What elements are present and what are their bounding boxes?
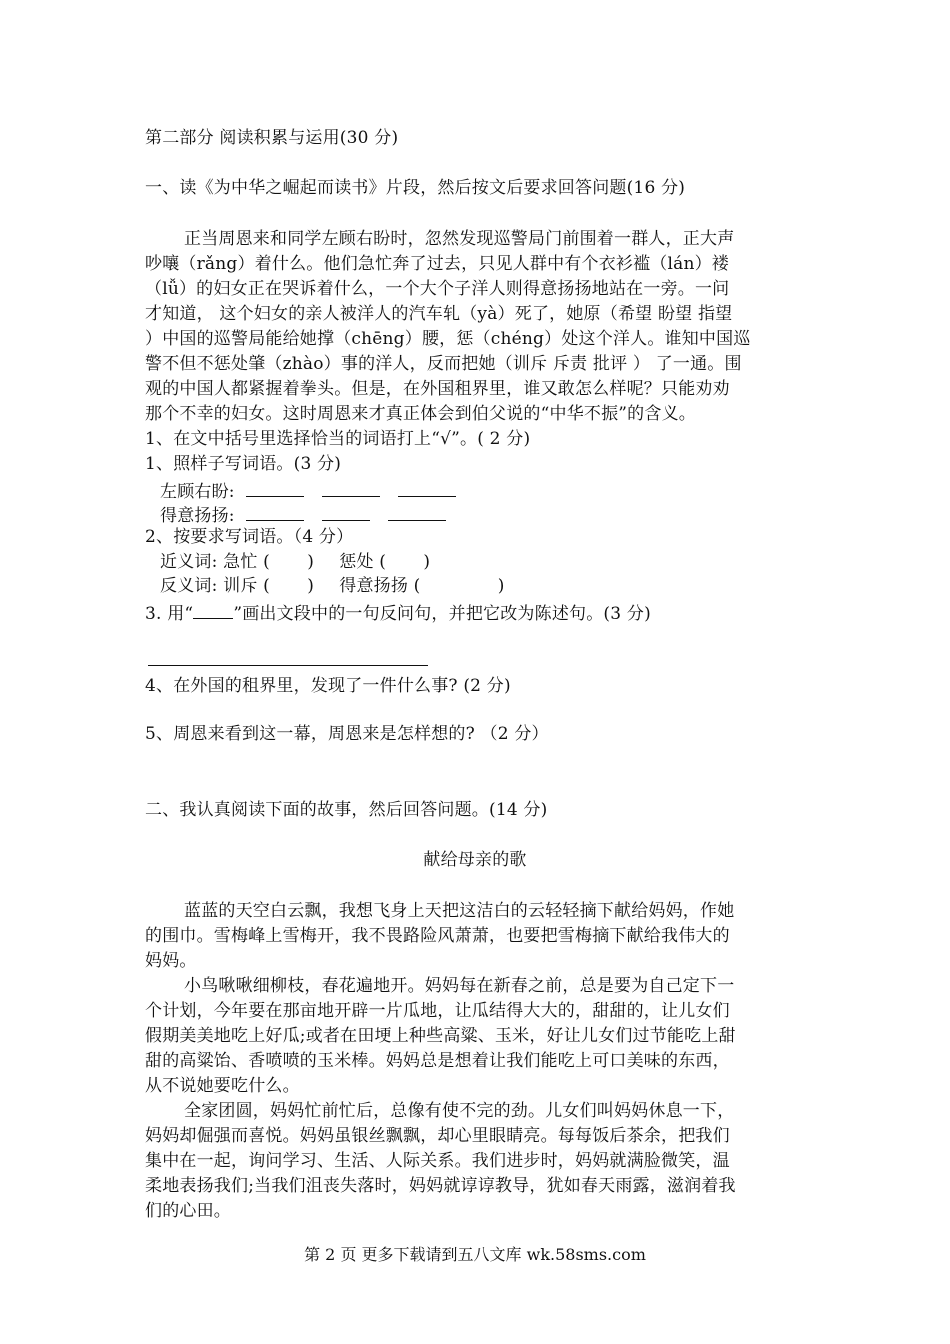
- paren-close: ): [307, 576, 315, 596]
- story-line: 从不说她要吃什么。: [145, 1076, 300, 1096]
- q1b-item-label: 左顾右盼:: [160, 482, 235, 502]
- story-line: 妈妈却倔强而喜悦。妈妈虽银丝飘飘，却心里眼睛亮。每每饭后茶余，把我们: [145, 1126, 730, 1146]
- passage-line: 观的中国人都紧握着拳头。但是，在外国租界里，谁又敢怎么样呢？只能劝劝: [145, 379, 730, 399]
- synonym-label: 近义词: 急忙 (: [160, 552, 270, 572]
- answer-blank[interactable]: [246, 502, 304, 521]
- question-3: 3. 用“ ”画出文段中的一句反问句，并把它改为陈述句。(3 分): [145, 600, 825, 626]
- paren-close: ): [497, 576, 505, 596]
- q2-antonym-row: [160, 574, 840, 598]
- synonym-label-2: 惩处 (: [339, 552, 387, 572]
- answer-blank[interactable]: [322, 502, 370, 521]
- story-line: 个计划，今年要在那亩地开辟一片瓜地，让瓜结得大大的，甜甜的，让儿女们: [145, 1001, 730, 1021]
- part-title: 第二部分 阅读积累与运用(30 分): [145, 128, 399, 148]
- passage-line: ）中国的巡警局能给她撑（chēng）腰，惩（chéng）处这个洋人。谁知中国巡: [145, 329, 751, 349]
- passage-line: 吵嚷（rǎng）着什么。他们急忙奔了过去，只见人群中有个衣衫褴（lán）褛: [145, 254, 730, 274]
- question-4: 4、在外国的租界里，发现了一件什么事? (2 分): [145, 676, 511, 696]
- story-line: 假期美美地吃上好瓜;或者在田埂上种些高粱、玉米，好让儿女们过节能吃上甜: [145, 1026, 736, 1046]
- story-line: 集中在一起，询问学习、生活、人际关系。我们进步时，妈妈就满脸微笑，温: [145, 1151, 730, 1171]
- page-footer: 第 2 页 更多下载请到五八文库 wk.58sms.com: [304, 1245, 646, 1264]
- answer-blank[interactable]: [246, 478, 304, 497]
- section1-heading: 一、读《为中华之崛起而读书》片段，然后按文后要求回答问题(16 分): [145, 178, 686, 198]
- story-line: 们的心田。: [145, 1201, 231, 1221]
- question-1: 1、在文中括号里选择恰当的词语打上“√”。( 2 分): [145, 429, 531, 449]
- section2-heading: 二、我认真阅读下面的故事，然后回答问题。(14 分): [145, 800, 548, 820]
- story-line: 妈妈。: [145, 951, 197, 971]
- passage-line: 那个不幸的妇女。这时周恩来才真正体会到伯父说的“中华不振”的含义。: [145, 404, 696, 424]
- question-1b: 1、照样子写词语。(3 分): [145, 454, 342, 474]
- q1b-row-1: [160, 478, 840, 504]
- q1b-item-label: 得意扬扬:: [160, 506, 235, 526]
- story-line: 蓝蓝的天空白云飘，我想飞身上天把这洁白的云轻轻摘下献给妈妈，作她: [184, 901, 735, 921]
- q2-synonym-row: [160, 550, 840, 574]
- story-line: 的围巾。雪梅峰上雪梅开，我不畏路险风萧萧，也要把雪梅摘下献给我伟大的: [145, 926, 730, 946]
- passage-line: （lǚ）的妇女正在哭诉着什么，一个大个子洋人则得意扬扬地站在一旁。一问: [145, 279, 730, 299]
- answer-blank[interactable]: [322, 478, 380, 497]
- paren-close: ): [307, 552, 315, 572]
- underline-sample: [193, 600, 233, 619]
- story-line: 甜的高粱饴、香喷喷的玉米棒。妈妈总是想着让我们能吃上可口美味的东西，: [145, 1051, 730, 1071]
- story-line: 小鸟啾啾细柳枝，春花遍地开。妈妈每在新春之前，总是要为自己定下一: [184, 976, 735, 996]
- answer-blank[interactable]: [388, 502, 446, 521]
- passage-line: 才知道， 这个妇女的亲人被洋人的汽车轧（yà）死了，她原（希望 盼望 指望: [145, 304, 733, 324]
- paren-close: ): [423, 552, 431, 572]
- story-title: 献给母亲的歌: [423, 850, 527, 870]
- story-line: 柔地表扬我们;当我们沮丧失落时，妈妈就谆谆教导，犹如春天雨露，滋润着我: [145, 1176, 736, 1196]
- answer-line[interactable]: [148, 665, 428, 666]
- passage-line: 警不但不惩处肇（zhào）事的洋人，反而把她（训斥 斥责 批评 ） 了一通。围: [145, 354, 742, 374]
- passage-line: 正当周恩来和同学左顾右盼时，忽然发现巡警局门前围着一群人，正大声: [184, 229, 735, 249]
- antonym-label: 反义词: 训斥 (: [160, 576, 270, 596]
- antonym-label-2: 得意扬扬 (: [339, 576, 421, 596]
- question-2: 2、按要求写词语。（4 分）: [145, 527, 354, 547]
- answer-blank[interactable]: [398, 478, 456, 497]
- story-line: 全家团圆，妈妈忙前忙后，总像有使不完的劲。儿女们叫妈妈休息一下，: [184, 1101, 735, 1121]
- question-5: 5、周恩来看到这一幕，周恩来是怎样想的? （2 分）: [145, 724, 549, 744]
